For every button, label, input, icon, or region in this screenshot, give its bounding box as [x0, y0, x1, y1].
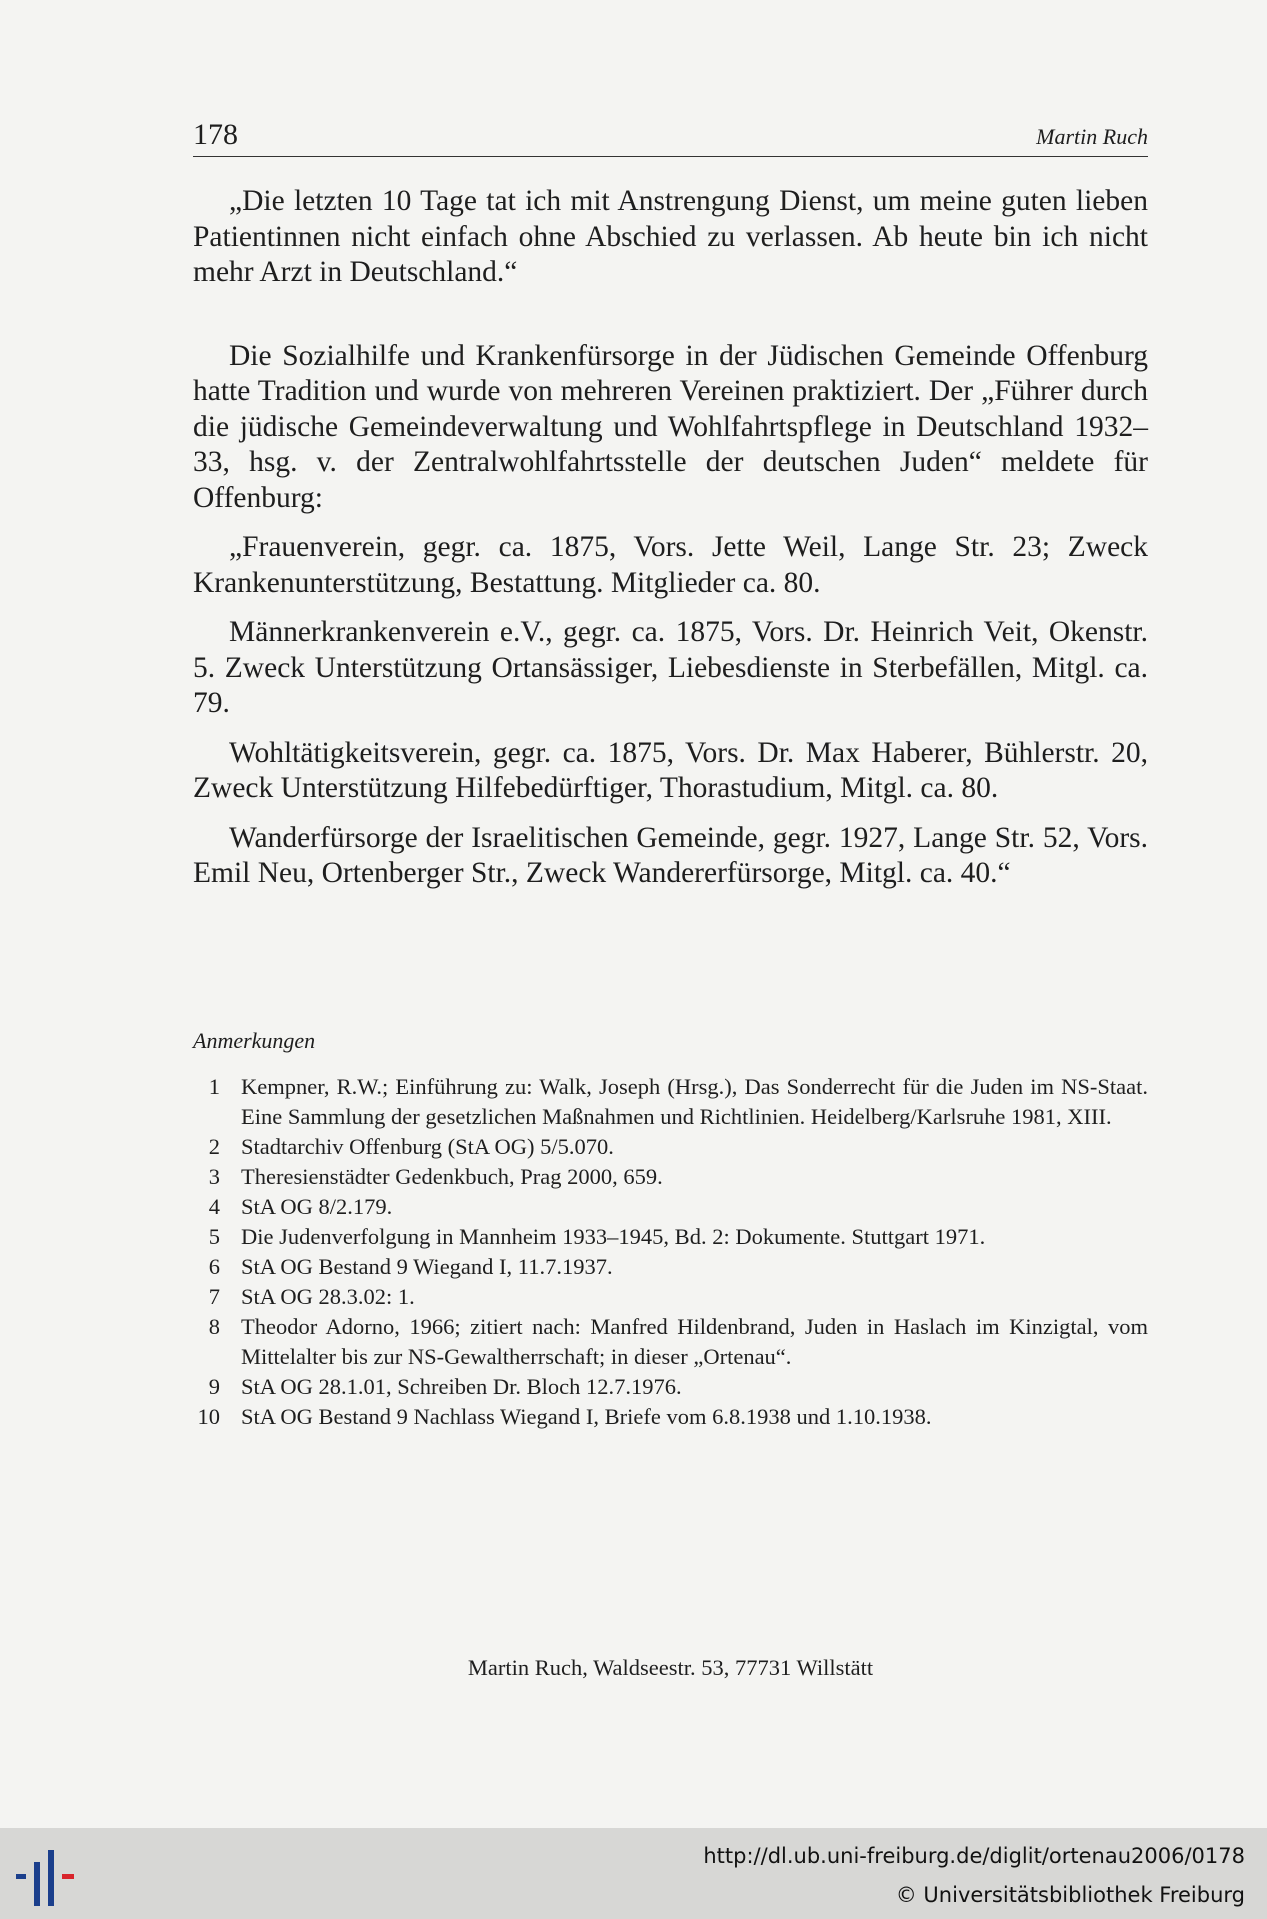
endnote-text: Die Judenverfolgung in Mannheim 1933–1945, Bd. 2: Dokumente. Stuttgart 1971. — [241, 1224, 986, 1249]
endnotes-list — [193, 1072, 1148, 1432]
copyright-text: © Universitätsbibliothek Freiburg — [895, 1883, 1245, 1907]
page-number: 178 — [193, 118, 238, 151]
quote-paragraph: „Die letzten 10 Tage tat ich mit Anstrengung Dienst, um meine guten lieben Patientinnen nicht einfach ohne Abschied zu verlassen. Ab heute bin ich nicht mehr Arzt in Deutschland.“ — [193, 185, 1148, 288]
running-author: Martin Ruch — [1036, 124, 1148, 149]
notes-heading: Anmerkungen — [193, 1028, 316, 1053]
endnote-item — [193, 1162, 1148, 1192]
endnote-number: 2 — [208, 1134, 220, 1159]
endnote-text: Stadtarchiv Offenburg (StA OG) 5/5.070. — [241, 1134, 614, 1159]
endnote-item — [193, 1372, 1148, 1402]
endnote-text: StA OG 28.3.02: 1. — [241, 1284, 415, 1309]
endnote-number: 6 — [208, 1254, 220, 1279]
viewer-footer — [0, 1828, 1267, 1919]
author-address: Martin Ruch, Waldseestr. 53, 77731 Willstätt — [467, 1655, 874, 1680]
endnote-number: 5 — [208, 1224, 220, 1249]
endnote-item — [193, 1192, 1148, 1222]
endnote-number: 4 — [208, 1194, 220, 1219]
endnote-number: 8 — [208, 1314, 220, 1339]
quote-paragraph: Männerkrankenverein e.V., gegr. ca. 1875, Vors. Dr. Heinrich Veit, Okenstr. 5. Zweck Unterstützung Ortansässiger, Liebesdienste in Sterbefällen, Mitgl. ca. 79. — [193, 616, 1148, 719]
endnote-number: 9 — [208, 1374, 220, 1399]
running-header — [193, 112, 1148, 157]
endnote-number: 3 — [208, 1164, 220, 1189]
endnote-item — [193, 1222, 1148, 1252]
endnote-item — [193, 1252, 1148, 1282]
endnote-text: StA OG Bestand 9 Nachlass Wiegand I, Briefe vom 6.8.1938 und 1.10.1938. — [241, 1404, 932, 1429]
quote-paragraph: Wanderfürsorge der Israelitischen Gemeinde, gegr. 1927, Lange Str. 52, Vors. Emil Neu, Ortenberger Str., Zweck Wandererfürsorge, Mitgl. ca. 40.“ — [193, 821, 1148, 889]
endnote-number: 7 — [208, 1284, 220, 1309]
endnote-item — [193, 1282, 1148, 1312]
body-text — [193, 184, 1148, 906]
endnote-item — [193, 1312, 1148, 1372]
endnote-text: Theresienstädter Gedenkbuch, Prag 2000, 659. — [241, 1164, 663, 1189]
endnote-item — [193, 1402, 1148, 1432]
quote-paragraph: Wohltätigkeitsverein, gegr. ca. 1875, Vors. Dr. Max Haberer, Bühlerstr. 20, Zweck Unterstützung Hilfebedürftiger, Thorastudium, Mitgl. ca. 80. — [193, 736, 1148, 804]
endnote-text: StA OG 8/2.179. — [241, 1194, 393, 1219]
endnote-text: Theodor Adorno, 1966; zitiert nach: Manfred Hildenbrand, Juden in Haslach im Kinzigtal, vom Mittelalter bis zur NS-Gewaltherrschaft; in dieser „Ortenau“. — [241, 1314, 1148, 1369]
endnote-text: StA OG 28.1.01, Schreiben Dr. Bloch 12.7.1976. — [241, 1374, 682, 1399]
body-paragraph: Die Sozialhilfe und Krankenfürsorge in der Jüdischen Gemeinde Offenburg hatte Tradition und wurde von mehreren Vereinen praktiziert. Der „Führer durch die jüdische Gemeindeverwaltung und Wohlfahrtspflege in Deutschland 1932–33, hsg. v. der Zentralwohlfahrtsstelle der deutschen Juden“ meldete für Offenburg: — [193, 339, 1148, 514]
endnote-text: StA OG Bestand 9 Wiegand I, 11.7.1937. — [241, 1254, 613, 1279]
endnote-item — [193, 1072, 1148, 1132]
endnote-number: 10 — [197, 1404, 220, 1429]
source-url-link[interactable]: http://dl.ub.uni-freiburg.de/diglit/ortenau2006/0178 — [703, 1844, 1245, 1868]
ub-freiburg-logo-icon — [14, 1848, 84, 1908]
endnote-number: 1 — [208, 1074, 220, 1099]
quote-paragraph: „Frauenverein, gegr. ca. 1875, Vors. Jette Weil, Lange Str. 23; Zweck Krankenunterstützung, Bestattung. Mitglieder ca. 80. — [193, 531, 1148, 599]
endnote-item — [193, 1132, 1148, 1162]
endnote-text: Kempner, R.W.; Einführung zu: Walk, Joseph (Hrsg.), Das Sonderrecht für die Juden im NS-Staat. Eine Sammlung der gesetzlichen Maßnahmen und Richtlinien. Heidelberg/Karlsruhe 1981, XIII. — [241, 1074, 1148, 1129]
